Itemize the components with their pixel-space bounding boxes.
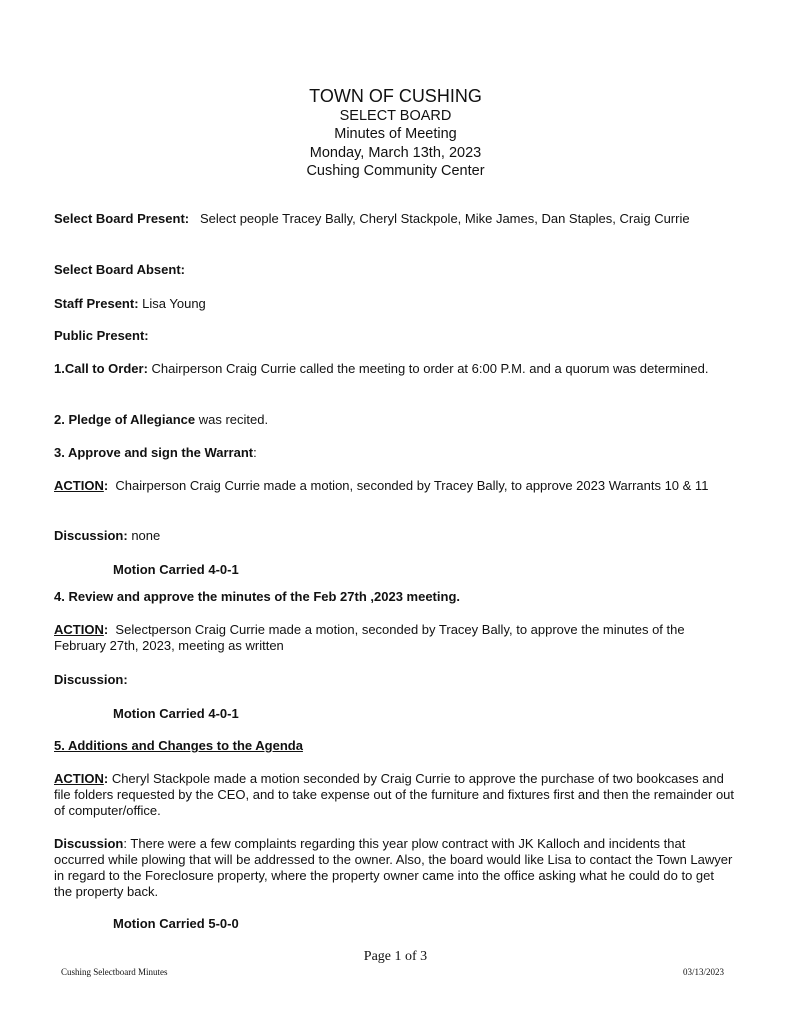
action-colon: : — [103, 478, 109, 493]
action-label: ACTION — [54, 771, 104, 786]
document-type: Minutes of Meeting — [334, 126, 457, 142]
call-to-order-label: 1.Call to Order: — [54, 361, 148, 376]
present-value: Select people Tracey Bally, Cheryl Stackpole, Mike James, Dan Staples, Craig Currie — [199, 211, 690, 226]
agenda-action-text: Cheryl Stackpole made a motion seconded by Craig Currie to approve the purchase of two bookcases and file folders requested by the CEO, and to take expense out of the furniture and fixtures first and then the remainder out of computer/office. — [54, 771, 735, 818]
discussion-colon: : — [123, 836, 127, 851]
pledge — [54, 412, 734, 428]
call-to-order — [54, 361, 734, 377]
public-label: Public Present: — [54, 328, 149, 343]
minutes-discussion — [54, 672, 734, 688]
town-title: TOWN OF CUSHING — [309, 86, 482, 106]
minutes-action-text: Selectperson Craig Currie made a motion, seconded by Tracey Bally, to approve the minutes of the February 27th, 2023, meeting as written — [54, 622, 685, 653]
call-to-order-text: Chairperson Craig Currie called the meeting to order at 6:00 P.M. and a quorum was determined. — [151, 361, 709, 376]
agenda-heading: 5. Additions and Changes to the Agenda — [54, 738, 303, 753]
board-name: SELECT BOARD — [339, 108, 452, 124]
page-number: Page 1 of 3 — [363, 949, 428, 964]
footer-title: Cushing Selectboard Minutes — [61, 967, 168, 977]
warrant-action-text: Chairperson Craig Currie made a motion, seconded by Tracey Bally, to approve 2023 Warrants 10 & 11 — [115, 478, 709, 493]
select-board-present — [54, 211, 734, 227]
minutes-action — [54, 622, 734, 654]
agenda-motion-result: Motion Carried 5-0-0 — [113, 916, 239, 931]
staff-value: Lisa Young — [142, 296, 206, 311]
minutes-motion-result: Motion Carried 4-0-1 — [113, 706, 239, 721]
footer-date: 03/13/2023 — [682, 967, 724, 977]
select-board-absent — [54, 262, 734, 278]
discussion-label: Discussion: — [54, 528, 128, 543]
action-label: ACTION — [54, 478, 104, 493]
warrant-label: 3. Approve and sign the Warrant — [54, 445, 254, 460]
warrant-motion-result: Motion Carried 4-0-1 — [113, 562, 239, 577]
staff-label: Staff Present: — [54, 296, 139, 311]
warrant-discussion — [54, 528, 734, 544]
discussion-text: none — [131, 528, 161, 543]
public-present — [54, 328, 734, 344]
discussion-label: Discussion — [54, 836, 124, 851]
pledge-text: was recited. — [198, 412, 269, 427]
agenda-discussion-text: There were a few complaints regarding this year plow contract with JK Kalloch and incidents that occurred while plowing that will be addressed to the owner. Also, the board would like Lisa to contact the Town Lawyer in regard to the Foreclosure property, where the property owner came into the office asking what he could do to get the property back. — [54, 836, 733, 899]
warrant-action — [54, 478, 734, 494]
action-label: ACTION — [54, 622, 104, 637]
action-colon: : — [103, 771, 109, 786]
absent-label: Select Board Absent: — [54, 262, 185, 277]
warrant-heading — [54, 445, 734, 461]
minutes-heading: 4. Review and approve the minutes of the Feb 27th ,2023 meeting. — [54, 589, 460, 604]
meeting-location: Cushing Community Center — [306, 163, 485, 179]
agenda-discussion — [54, 836, 734, 900]
staff-present — [54, 296, 734, 312]
discussion-label: Discussion: — [54, 672, 128, 687]
meeting-date: Monday, March 13th, 2023 — [309, 145, 482, 161]
present-label: Select Board Present: — [54, 211, 190, 226]
action-colon: : — [103, 622, 109, 637]
agenda-action — [54, 771, 734, 819]
pledge-label: 2. Pledge of Allegiance — [54, 412, 196, 427]
warrant-colon: : — [253, 445, 257, 460]
